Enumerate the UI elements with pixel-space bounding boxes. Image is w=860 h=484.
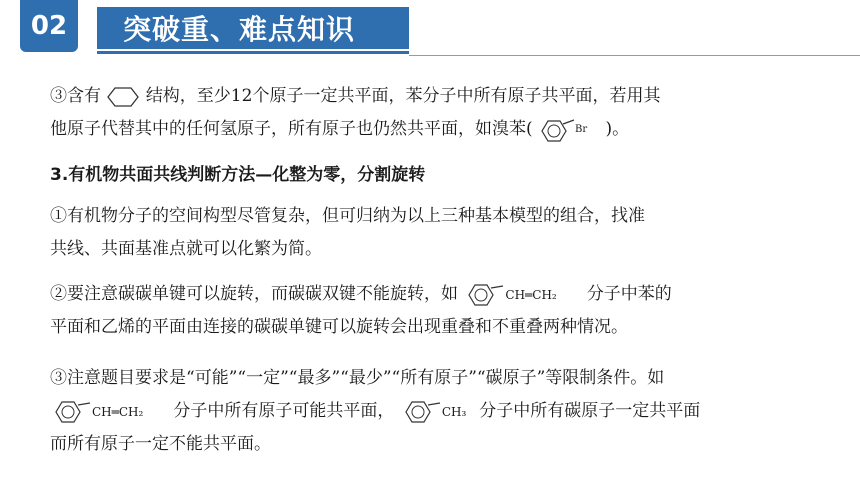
section-header [0, 0, 860, 60]
para4-line3: 而所有原子一定不能共平面。 [50, 434, 271, 454]
paragraph-method-1 [50, 200, 830, 266]
bromobenzene-structure-icon [538, 115, 600, 145]
styrene-structure-icon [463, 280, 581, 310]
para1-line2-a: 他原子代替其中的任何氢原子，所有原子也仍然共平面，如溴苯( [50, 119, 533, 139]
para4-text-b: 分子中所有碳原子一定共平面 [479, 401, 701, 421]
bromine-label: Br [575, 123, 588, 135]
methyl-group-label: CH₃ [441, 404, 467, 419]
para3-text-b: 分子中苯的 [586, 284, 672, 304]
para3-line1 [50, 278, 830, 311]
paragraph-method-2 [50, 278, 830, 344]
paragraph-benzene-plane [50, 80, 830, 146]
paragraph-method-3 [50, 362, 830, 461]
para1-text-a: ③含有 [50, 86, 101, 106]
para4-line1: ③注意题目要求是“可能”“一定”“最多”“最少”“所有原子”“碳原子”等限制条件。如 [50, 368, 665, 388]
para1-text-b: 结构，至少12个原子一定共平面，苯分子中所有原子共平面，若用其 [145, 86, 661, 106]
toluene-structure-icon [400, 397, 474, 427]
title-underline [97, 51, 409, 54]
para3-line2: 平面和乙烯的平面由连接的碳碳单键可以旋转会出现重叠和不重叠两种情况。 [50, 317, 628, 337]
para1-line2-b: )。 [605, 119, 630, 139]
para1-line1 [50, 80, 830, 113]
section-title: 突破重、难点知识 [97, 7, 409, 49]
para3-text-a: ②要注意碳碳单键可以旋转，而碳碳双键不能旋转，如 [50, 284, 458, 304]
section-number-badge: 02 [20, 0, 78, 52]
vinyl-group-label: CH═CH₂ [505, 287, 557, 302]
method-heading: 3.有机物共面共线判断方法—化整为零，分割旋转 [50, 165, 426, 185]
para2-line1: ①有机物分子的空间构型尽管复杂，但可归纳为以上三种基本模型的组合，找准 [50, 206, 645, 226]
para4-text-a: 分子中所有原子可能共平面， [173, 401, 395, 421]
header-divider-line [409, 55, 860, 56]
vinyl-group-label-2: CH═CH₂ [92, 404, 144, 419]
para4-line2 [50, 395, 830, 428]
styrene-structure-icon-2 [50, 397, 168, 427]
para2-line2: 共线、共面基准点就可以化繁为简。 [50, 239, 322, 259]
para1-line2 [0, 113, 830, 146]
hexagon-structure-icon [106, 86, 140, 108]
